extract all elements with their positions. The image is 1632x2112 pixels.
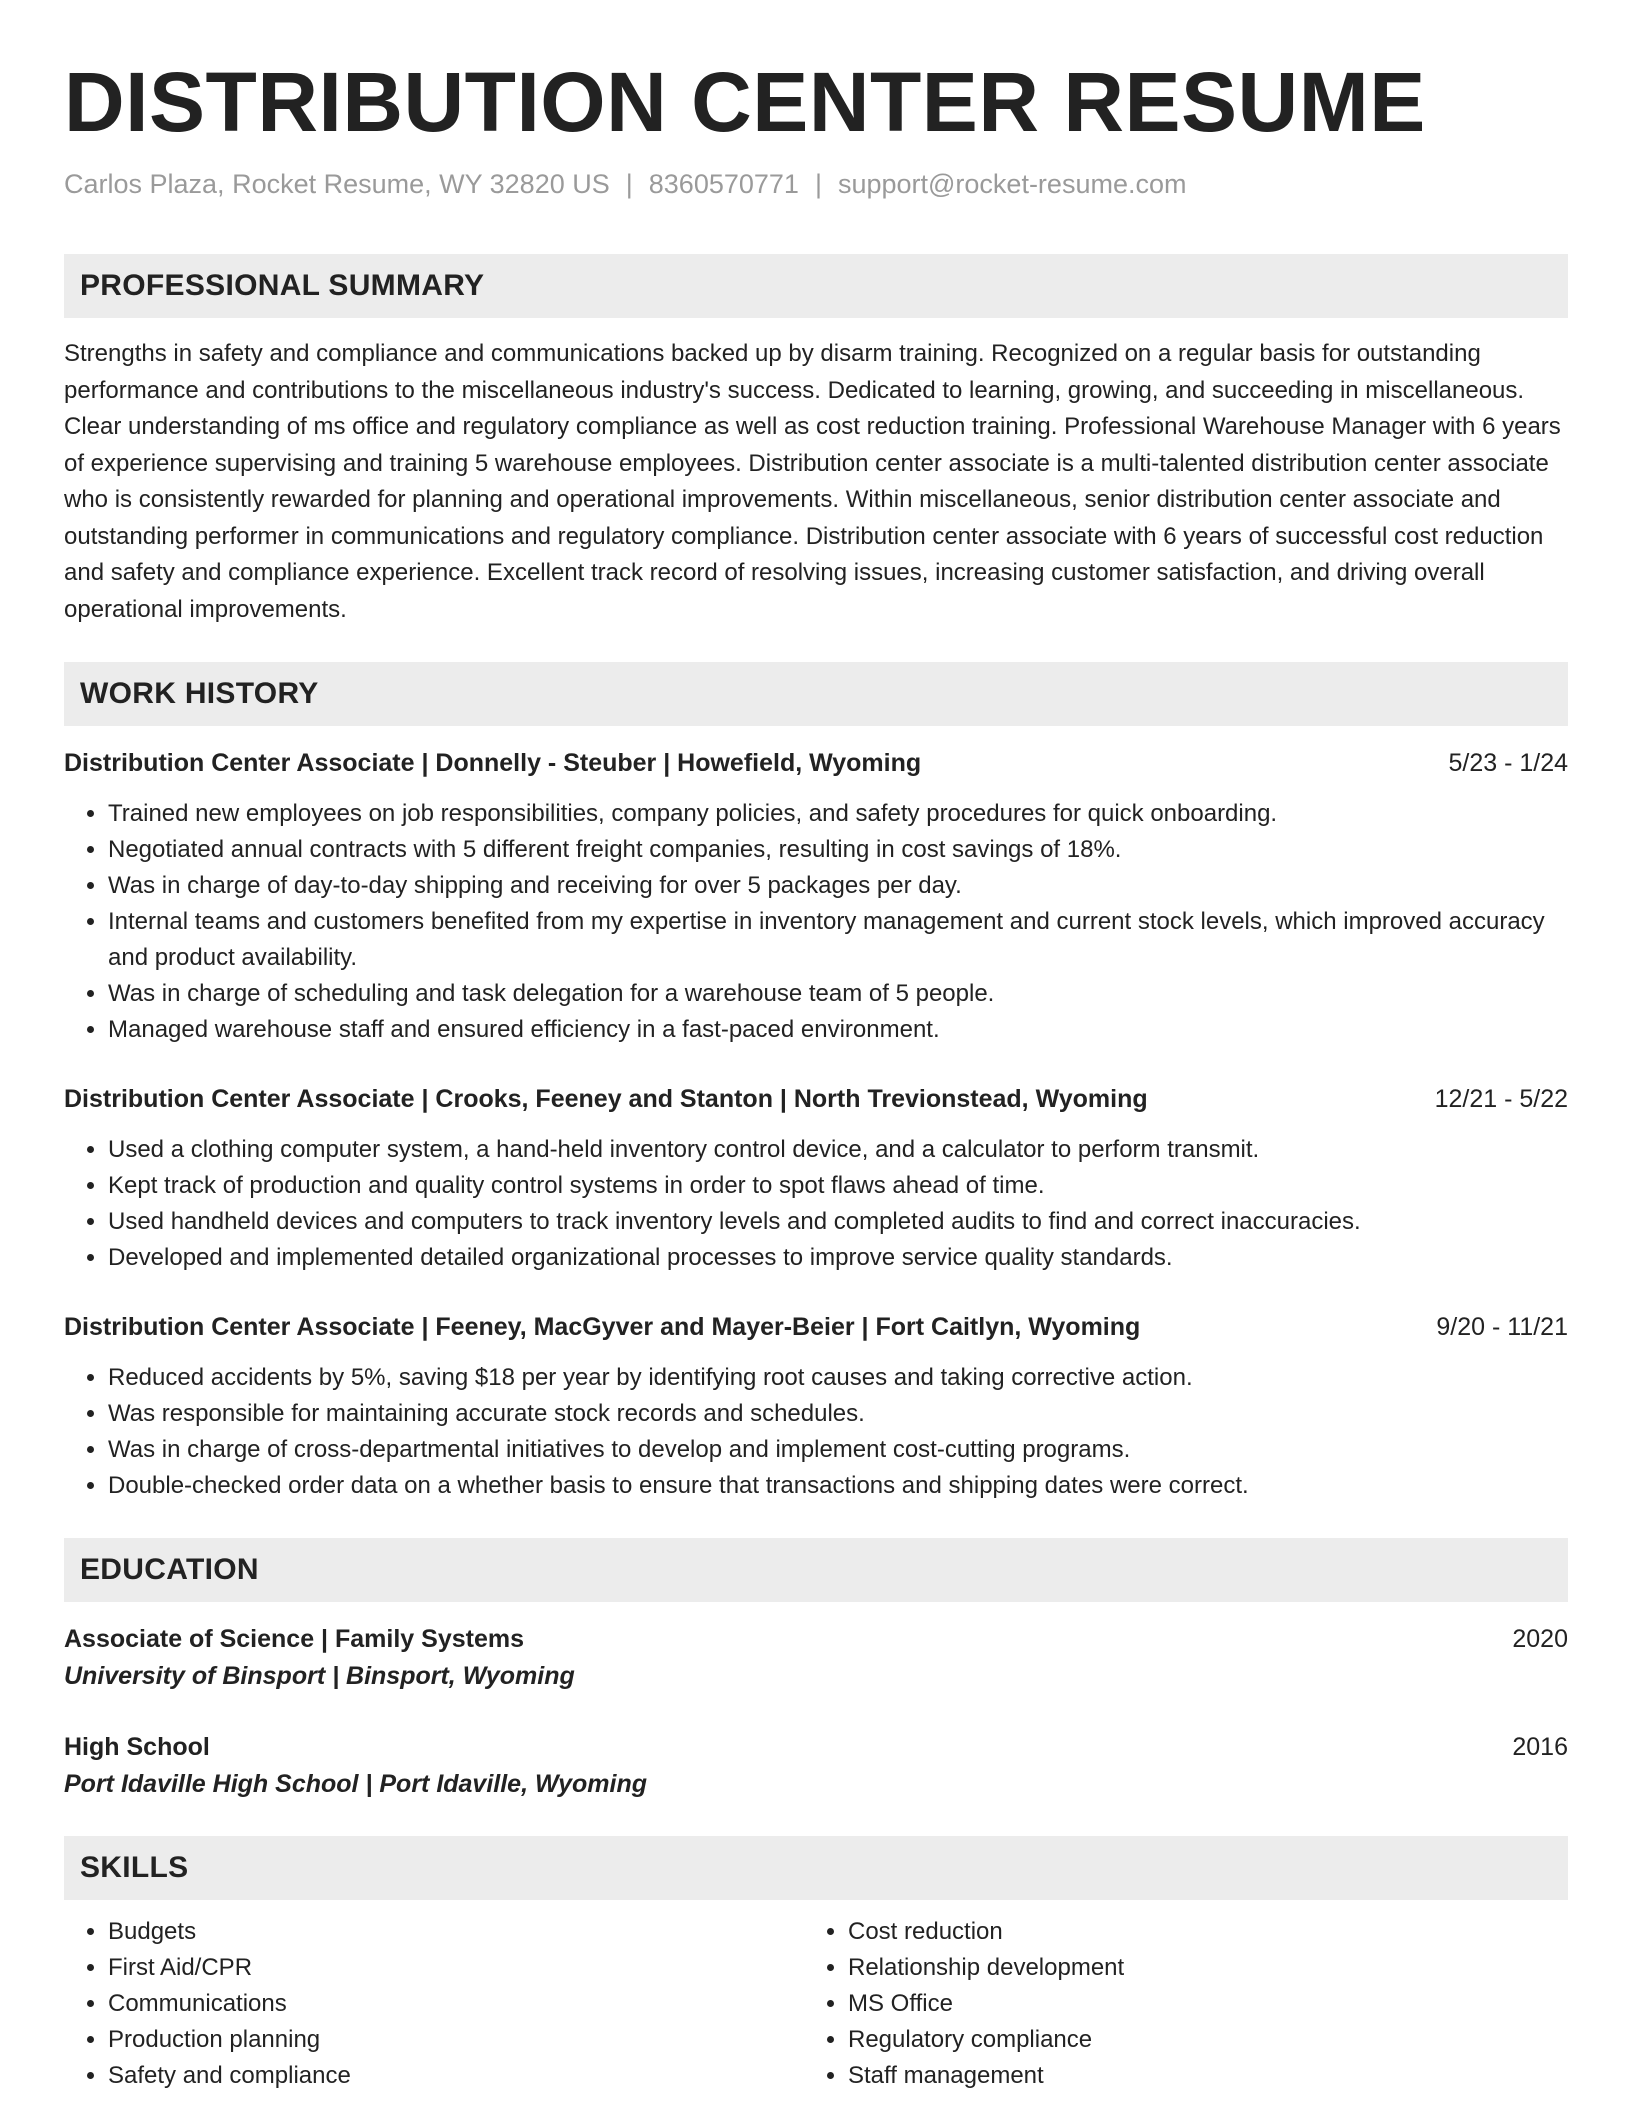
job-bullet: • Reduced accidents by 5%, saving $18 per year by identifying root causes and taking corrective action. [108,1360,1568,1396]
contact-separator: | [625,169,633,199]
resume-title: DISTRIBUTION CENTER RESUME [64,55,1426,149]
job-bullet: • Was in charge of cross-departmental initiatives to develop and implement cost-cutting programs. [108,1432,1568,1468]
job-heading-row [64,1310,1568,1344]
job-bullet: • Trained new employees on job responsibilities, company policies, and safety procedures for quick onboarding. [108,796,1568,832]
education-year: 2016 [1512,1733,1568,1761]
job-heading: Distribution Center Associate | Feeney, MacGyver and Mayer-Beier | Fort Caitlyn, Wyoming [64,1313,1141,1341]
job-entry [64,1082,1568,1276]
job-bullet: • Used handheld devices and computers to track inventory levels and completed audits to find and correct inaccuracies. [108,1204,1568,1240]
job-bullet: • Was in charge of scheduling and task delegation for a warehouse team of 5 people. [108,976,1568,1012]
skill-item: • MS Office [848,1986,1544,2022]
skills-list [804,1914,1544,2094]
job-entry [64,1310,1568,1504]
education-heading-row [64,1730,1568,1764]
contact-phone: 8360570771 [648,169,799,199]
job-bullet-list [64,1360,1568,1504]
skills-list [64,1914,804,2094]
section-header-education: EDUCATION [64,1538,1568,1602]
education-degree: High School [64,1733,210,1761]
job-bullet: • Developed and implemented detailed organizational processes to improve service quality standards. [108,1240,1568,1276]
skills-grid [64,1914,1568,2094]
education-school: Port Idaville High School | Port Idaville, Wyoming [64,1770,648,1798]
contact-separator: | [814,169,822,199]
job-bullet: • Negotiated annual contracts with 5 different freight companies, resulting in cost savings of 18%. [108,832,1568,868]
education-entry [64,1730,1568,1802]
education-degree: Associate of Science | Family Systems [64,1625,524,1653]
section-header-skills: SKILLS [64,1836,1568,1900]
skills-column-right [804,1914,1544,2094]
skill-item: • Staff management [848,2058,1544,2094]
skill-item: • Cost reduction [848,1914,1544,1950]
job-dates: 9/20 - 11/21 [1436,1313,1568,1341]
education-school: University of Binsport | Binsport, Wyoming [64,1662,575,1690]
job-dates: 5/23 - 1/24 [1448,749,1568,777]
job-dates: 12/21 - 5/22 [1434,1085,1568,1113]
skill-item: • Production planning [108,2022,804,2058]
education-entry [64,1622,1568,1694]
job-bullet: • Was responsible for maintaining accurate stock records and schedules. [108,1396,1568,1432]
skill-item: • Relationship development [848,1950,1544,1986]
job-bullet: • Internal teams and customers benefited from my expertise in inventory management and current stock levels, which improved accuracy and product availability. [108,904,1568,976]
job-bullet: • Managed warehouse staff and ensured efficiency in a fast-paced environment. [108,1012,1568,1048]
section-header-summary: PROFESSIONAL SUMMARY [64,254,1568,318]
skills-column-left [64,1914,804,2094]
section-header-work-history: WORK HISTORY [64,662,1568,726]
job-bullet: • Used a clothing computer system, a hand-held inventory control device, and a calculator to perform transmit. [108,1132,1568,1168]
skill-item: • First Aid/CPR [108,1950,804,1986]
job-heading: Distribution Center Associate | Crooks, Feeney and Stanton | North Trevionstead, Wyoming [64,1085,1148,1113]
job-bullet-list [64,1132,1568,1276]
education-heading-row [64,1622,1568,1656]
contact-email: support@rocket-resume.com [837,169,1187,199]
job-bullet: • Was in charge of day-to-day shipping and receiving for over 5 packages per day. [108,868,1568,904]
contact-line [64,166,1568,202]
skill-item: • Safety and compliance [108,2058,804,2094]
education-year: 2020 [1512,1625,1568,1653]
skill-item: • Communications [108,1986,804,2022]
skill-item: • Budgets [108,1914,804,1950]
job-bullet-list [64,796,1568,1048]
job-heading-row [64,1082,1568,1116]
job-entry [64,746,1568,1048]
job-heading: Distribution Center Associate | Donnelly - Steuber | Howefield, Wyoming [64,749,922,777]
job-bullet: • Kept track of production and quality control systems in order to spot flaws ahead of time. [108,1168,1568,1204]
job-heading-row [64,746,1568,780]
skill-item: • Regulatory compliance [848,2022,1544,2058]
job-bullet: • Double-checked order data on a whether basis to ensure that transactions and shipping dates were correct. [108,1468,1568,1504]
contact-address: Carlos Plaza, Rocket Resume, WY 32820 US [64,169,610,199]
summary-text: Strengths in safety and compliance and communications backed up by disarm training. Recognized on a regular basis for outstanding performance and contributions to the miscellaneous industry's success. Dedicated to learning, growing, and succeeding in miscellaneous. Clear understanding of ms office and regulatory compliance as well as cost reduction training. Professional Warehouse Manager with 6 years of experience supervising and training 5 warehouse employees. Distribution center associate is a multi-talented distribution center associate who is consistently rewarded for planning and operational improvements. Within miscellaneous, senior distribution center associate and outstanding performer in communications and regulatory compliance. Distribution center associate with 6 years of successful cost reduction and safety and compliance experience. Excellent track record of resolving issues, increasing customer satisfaction, and driving overall operational improvements. [64,340,1561,623]
